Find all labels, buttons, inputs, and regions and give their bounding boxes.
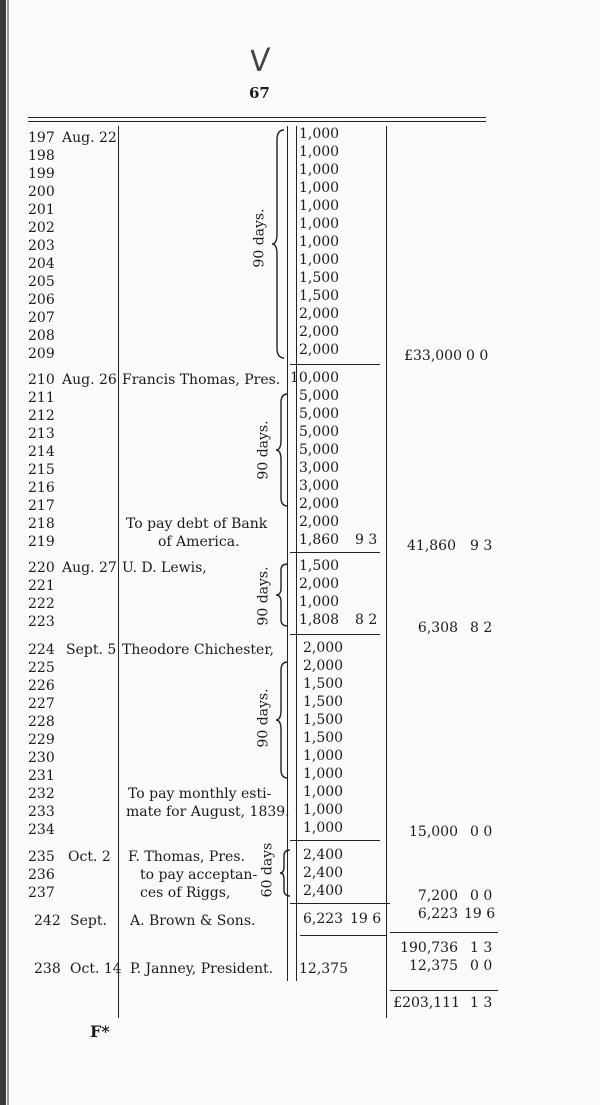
row-number: 221	[28, 578, 55, 594]
grand-total: £203,111	[393, 995, 460, 1011]
row-number: 199	[28, 166, 55, 182]
entry-amount: 1,500	[299, 270, 340, 286]
group-total-cents: 0 0	[470, 824, 493, 840]
row-number: 228	[28, 714, 55, 730]
entry-date: Aug. 22	[62, 130, 117, 146]
group-total: 6,223	[417, 906, 458, 922]
brace-group-5	[280, 848, 292, 898]
entry-amount: 6,223	[303, 911, 344, 927]
group-total-cents: 9 3	[470, 538, 493, 554]
row-number: 218	[28, 516, 55, 532]
row-number: 219	[28, 534, 55, 550]
entry-amount: 5,000	[299, 424, 340, 440]
row-number: 224	[28, 642, 55, 658]
row-number: 226	[28, 678, 55, 694]
entry-amount: 1,000	[299, 216, 340, 232]
row-number: 205	[28, 274, 55, 290]
entry-amount: 5,000	[299, 406, 340, 422]
row-number: 209	[28, 346, 55, 362]
group-total: 15,000	[409, 824, 458, 840]
entry-description: To pay monthly esti-	[128, 786, 272, 802]
row-number: 236	[28, 867, 55, 883]
entry-amount: 1,000	[299, 180, 340, 196]
entry-amount: 2,000	[303, 640, 344, 656]
entry-cents: 19 6	[350, 911, 382, 927]
brace-group-3	[276, 562, 290, 628]
entry-cents: 9 3	[355, 532, 378, 548]
entry-amount: 5,000	[299, 442, 340, 458]
row-number: 231	[28, 768, 55, 784]
term-label: 60 days	[259, 842, 276, 898]
row-number: 202	[28, 220, 55, 236]
row-number: 208	[28, 328, 55, 344]
row-number: 229	[28, 732, 55, 748]
row-number: 233	[28, 804, 55, 820]
row-number: 203	[28, 238, 55, 254]
subtotal-rule	[390, 932, 498, 933]
row-number: 235	[28, 849, 55, 865]
group-total: 12,375	[409, 958, 458, 974]
subtotal-cents: 1 3	[470, 940, 493, 956]
entry-amount: 1,500	[303, 730, 344, 746]
entry-amount: 1,808	[299, 612, 340, 628]
row-number: 213	[28, 426, 55, 442]
entry-amount: 2,000	[303, 658, 344, 674]
column-rule-date	[118, 126, 119, 1018]
row-number: 210	[28, 372, 55, 388]
entry-amount: 2,400	[303, 883, 344, 899]
entry-amount: 1,000	[299, 162, 340, 178]
subtotal: 190,736	[400, 940, 458, 956]
group-total-cents: 19 6	[464, 906, 496, 922]
term-label: 90 days.	[255, 688, 272, 748]
group-total-cents: 0 0	[470, 958, 493, 974]
entry-description: mate for August, 1839.	[126, 804, 290, 820]
entry-amount: 1,000	[303, 748, 344, 764]
grand-total-rule	[390, 990, 498, 991]
entry-amount: 1,000	[299, 126, 340, 142]
group-rule	[290, 552, 380, 553]
entry-description: to pay acceptan-	[140, 867, 258, 883]
term-label: 90 days.	[255, 566, 272, 626]
entry-amount: 10,000	[290, 370, 339, 386]
row-number: 214	[28, 444, 55, 460]
term-label: 90 days.	[251, 208, 268, 268]
entry-amount: 2,000	[299, 306, 340, 322]
entry-amount: 1,500	[299, 288, 340, 304]
group-total: £33,000	[404, 348, 462, 364]
entry-amount: 1,000	[303, 820, 344, 836]
row-number: 220	[28, 560, 55, 576]
row-number: 207	[28, 310, 55, 326]
entry-description: U. D. Lewis,	[122, 560, 207, 576]
entry-amount: 1,000	[299, 594, 340, 610]
entry-amount: 1,000	[299, 144, 340, 160]
header-rule-2	[28, 121, 486, 122]
row-number: 225	[28, 660, 55, 676]
row-number: 217	[28, 498, 55, 514]
column-rule-amount-right	[296, 126, 297, 981]
entry-amount: 1,860	[299, 532, 340, 548]
entry-amount: 5,000	[299, 388, 340, 404]
row-number: 232	[28, 786, 55, 802]
entry-amount: 3,000	[299, 478, 340, 494]
row-number: 234	[28, 822, 55, 838]
entry-date: Aug. 26	[62, 372, 117, 388]
entry-amount: 1,500	[303, 694, 344, 710]
entry-amount: 1,000	[303, 766, 344, 782]
subtotal-rule-left	[300, 935, 386, 936]
entry-date: Aug. 27	[62, 560, 117, 576]
entry-amount: 2,000	[299, 576, 340, 592]
brace-group-1	[272, 128, 286, 360]
row-number: 215	[28, 462, 55, 478]
entry-description: To pay debt of Bank	[126, 516, 268, 532]
entry-cents: 8 2	[355, 612, 378, 628]
grand-total-cents: 1 3	[470, 995, 493, 1011]
entry-description: F. Thomas, Pres.	[128, 849, 245, 865]
footer-signature-mark: F*	[90, 1022, 110, 1041]
entry-amount: 2,400	[303, 847, 344, 863]
header-rule	[28, 117, 486, 118]
entry-amount: 1,500	[303, 712, 344, 728]
row-number: 204	[28, 256, 55, 272]
group-total-cents: 0 0	[470, 888, 493, 904]
row-number: 200	[28, 184, 55, 200]
group-rule	[290, 634, 380, 635]
row-number: 206	[28, 292, 55, 308]
row-number: 198	[28, 148, 55, 164]
group-rule	[290, 903, 390, 904]
entry-description: Francis Thomas, Pres.	[122, 372, 281, 388]
group-rule	[290, 840, 380, 841]
row-number: 216	[28, 480, 55, 496]
entry-description: P. Janney, President.	[130, 961, 274, 977]
entry-amount: 1,000	[299, 252, 340, 268]
entry-amount: 1,000	[303, 802, 344, 818]
row-number: 242	[34, 913, 61, 929]
row-number: 223	[28, 614, 55, 630]
entry-date: Sept. 5	[66, 642, 117, 658]
page-binding-edge	[0, 0, 6, 1105]
entry-description: ces of Riggs,	[140, 885, 231, 901]
brace-group-2	[276, 392, 290, 508]
entry-date: Sept.	[70, 913, 107, 929]
row-number: 222	[28, 596, 55, 612]
row-number: 238	[34, 961, 61, 977]
entry-amount: 2,000	[299, 342, 340, 358]
entry-amount: 1,500	[299, 558, 340, 574]
column-rule-total	[386, 126, 387, 1018]
group-total: 6,308	[417, 620, 458, 636]
entry-amount: 2,000	[299, 496, 340, 512]
row-number: 212	[28, 408, 55, 424]
row-number: 197	[28, 130, 55, 146]
handwritten-mark: V	[247, 43, 269, 80]
entry-amount: 1,000	[299, 198, 340, 214]
group-total-cents: 8 2	[470, 620, 493, 636]
brace-group-4	[276, 660, 290, 780]
term-label: 90 days.	[255, 420, 272, 480]
entry-description: A. Brown & Sons.	[130, 913, 256, 929]
entry-amount: 2,000	[299, 514, 340, 530]
page-number: 67	[249, 84, 270, 102]
group-total-cents: 0 0	[466, 348, 489, 364]
entry-description: Theodore Chichester,	[122, 642, 274, 658]
row-number: 237	[28, 885, 55, 901]
entry-description: of America.	[158, 534, 240, 550]
entry-date: Oct. 14	[70, 961, 122, 977]
entry-amount: 12,375	[299, 961, 348, 977]
entry-amount: 2,000	[299, 324, 340, 340]
entry-date: Oct. 2	[68, 849, 111, 865]
row-number: 227	[28, 696, 55, 712]
group-total: 7,200	[417, 888, 458, 904]
group-total: 41,860	[407, 538, 456, 554]
page-binding-shadow	[7, 0, 9, 1105]
row-number: 201	[28, 202, 55, 218]
entry-amount: 1,000	[303, 784, 344, 800]
group-rule	[290, 364, 380, 365]
row-number: 211	[28, 390, 55, 406]
entry-amount: 1,000	[299, 234, 340, 250]
row-number: 230	[28, 750, 55, 766]
entry-amount: 2,400	[303, 865, 344, 881]
entry-amount: 1,500	[303, 676, 344, 692]
entry-amount: 3,000	[299, 460, 340, 476]
